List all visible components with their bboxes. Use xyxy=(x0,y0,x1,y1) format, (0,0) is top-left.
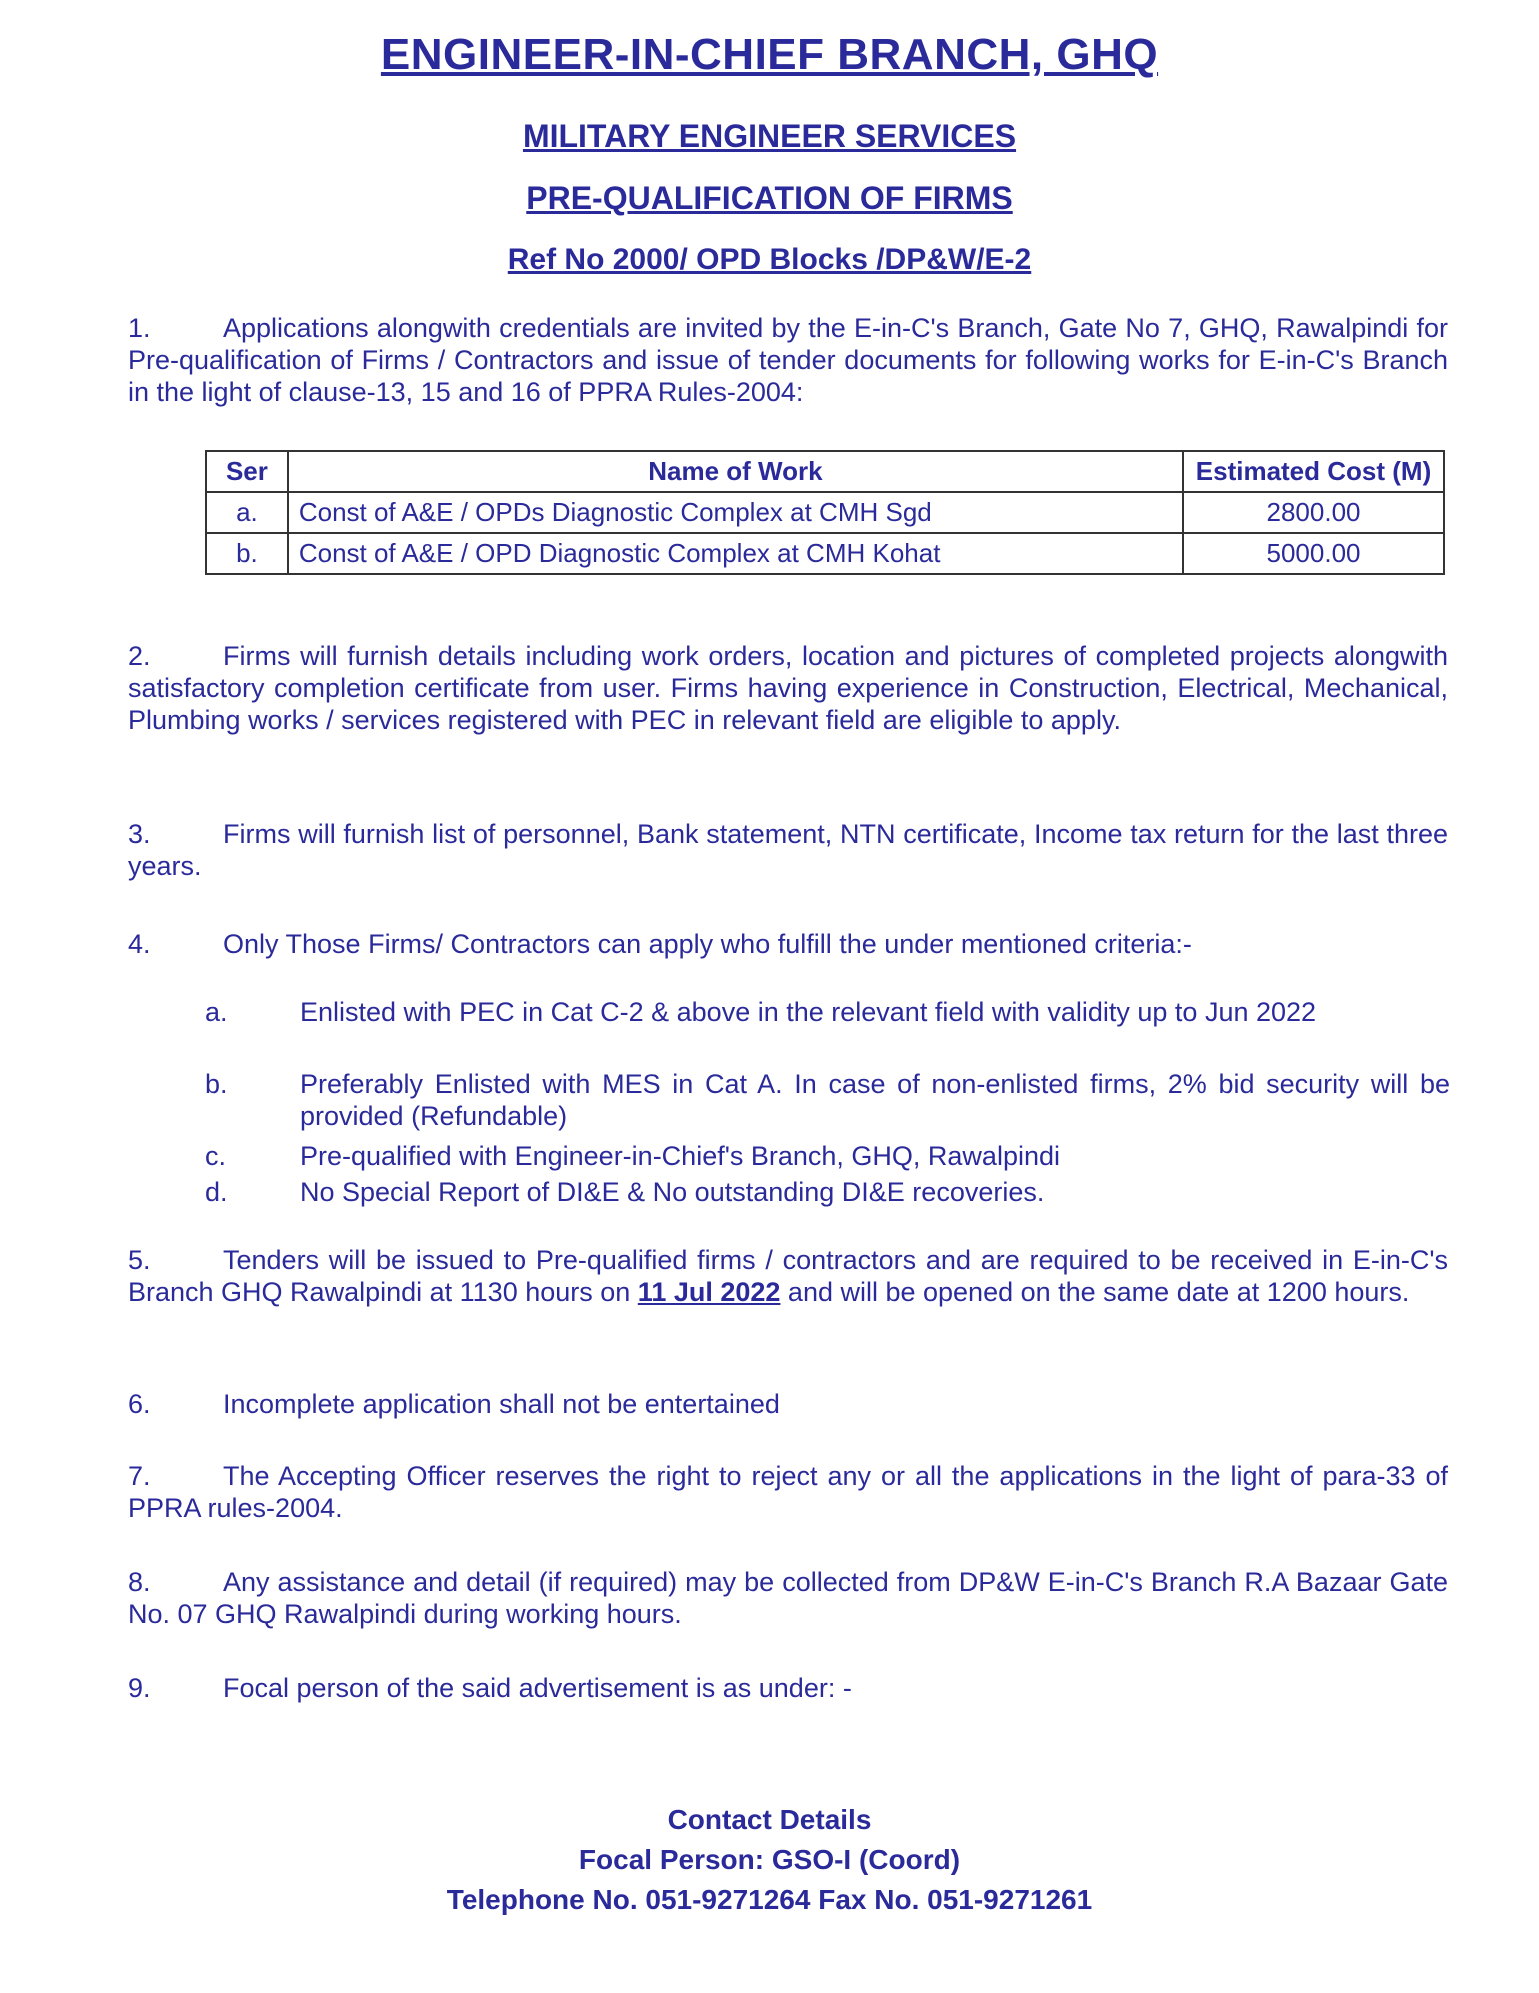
paragraph-2 xyxy=(128,640,1448,736)
paragraph-number: 5. xyxy=(128,1245,151,1275)
paragraph-number: 6. xyxy=(128,1389,151,1419)
paragraph-number: 7. xyxy=(128,1461,151,1491)
paragraph-3 xyxy=(128,818,1448,882)
paragraph-text: Incomplete application shall not be entertained xyxy=(223,1389,780,1419)
cell-cost: 5000.00 xyxy=(1183,533,1444,574)
criteria-text: Enlisted with PEC in Cat C-2 & above in the relevant field with validity up to Jun 2022 xyxy=(300,997,1317,1027)
criteria-item-c xyxy=(205,1140,1450,1172)
focal-person: Focal Person: GSO-I (Coord) xyxy=(578,1844,961,1875)
cell-cost: 2800.00 xyxy=(1183,492,1444,533)
contact-heading: Contact Details xyxy=(667,1804,872,1835)
reference-number: Ref No 2000/ OPD Blocks /DP&W/E-2 xyxy=(507,243,1032,276)
criteria-label: d. xyxy=(205,1177,228,1207)
cell-ser: b. xyxy=(206,533,288,574)
paragraph-1 xyxy=(128,312,1448,408)
cell-work: Const of A&E / OPD Diagnostic Complex at CMH Kohat xyxy=(288,533,1183,574)
paragraph-6 xyxy=(128,1388,1448,1420)
paragraph-5 xyxy=(128,1244,1448,1308)
criteria-item-d xyxy=(205,1176,1450,1208)
table-row xyxy=(206,492,1444,533)
paragraph-text: Focal person of the said advertisement is as under: - xyxy=(223,1673,852,1703)
subtitle-mes: MILITARY ENGINEER SERVICES xyxy=(522,118,1017,154)
column-header-ser: Ser xyxy=(206,451,288,492)
paragraph-number: 2. xyxy=(128,641,151,671)
paragraph-text: Only Those Firms/ Contractors can apply who fulfill the under mentioned criteria:- xyxy=(223,929,1192,959)
paragraph-number: 8. xyxy=(128,1567,151,1597)
paragraph-text-cont: and will be opened on the same date at 1200 hours. xyxy=(780,1277,1410,1307)
paragraph-number: 3. xyxy=(128,819,151,849)
column-header-cost: Estimated Cost (M) xyxy=(1183,451,1444,492)
paragraph-number: 9. xyxy=(128,1673,151,1703)
criteria-label: a. xyxy=(205,997,228,1027)
paragraph-text: Firms will furnish list of personnel, Bank statement, NTN certificate, Income tax return for the last three years. xyxy=(128,819,1448,881)
column-header-work: Name of Work xyxy=(288,451,1183,492)
paragraph-text: Any assistance and detail (if required) may be collected from DP&W E-in-C's Branch R.A Bazaar Gate No. 07 GHQ Rawalpindi during working hours. xyxy=(128,1567,1448,1629)
table-row xyxy=(206,533,1444,574)
criteria-item-a xyxy=(205,996,1450,1028)
criteria-text: Pre-qualified with Engineer-in-Chief's Branch, GHQ, Rawalpindi xyxy=(300,1141,1060,1171)
works-table xyxy=(205,450,1445,575)
page-title: ENGINEER-IN-CHIEF BRANCH, GHQ xyxy=(380,30,1159,79)
opening-date: 11 Jul 2022 xyxy=(637,1277,781,1307)
paragraph-8 xyxy=(128,1566,1448,1630)
criteria-label: b. xyxy=(205,1069,228,1099)
criteria-label: c. xyxy=(205,1141,227,1171)
subtitle-prequalification: PRE-QUALIFICATION OF FIRMS xyxy=(526,180,1013,216)
criteria-text: Preferably Enlisted with MES in Cat A. In case of non-enlisted firms, 2% bid security will be provided (Refundable) xyxy=(300,1069,1450,1131)
criteria-text: No Special Report of DI&E & No outstanding DI&E recoveries. xyxy=(300,1177,1045,1207)
paragraph-7 xyxy=(128,1460,1448,1524)
cell-work: Const of A&E / OPDs Diagnostic Complex at CMH Sgd xyxy=(288,492,1183,533)
paragraph-text: The Accepting Officer reserves the right to reject any or all the applications in the light of para-33 of PPRA rules-2004. xyxy=(128,1461,1448,1523)
contact-phone-fax: Telephone No. 051-9271264 Fax No. 051-9271261 xyxy=(446,1884,1093,1915)
paragraph-9 xyxy=(128,1672,1448,1704)
paragraph-number: 1. xyxy=(128,313,151,343)
paragraph-number: 4. xyxy=(128,929,151,959)
paragraph-text: Applications alongwith credentials are invited by the E-in-C's Branch, Gate No 7, GHQ, Rawalpindi for Pre-qualification of Firms / Contractors and issue of tender documents for following works for E-in-C's Branch in the light of clause-13, 15 and 16 of PPRA Rules-2004: xyxy=(128,313,1448,407)
paragraph-text: Firms will furnish details including work orders, location and pictures of completed projects alongwith satisfactory completion certificate from user. Firms having experience in Construction, Electrical, Mechanical, Plumbing works / services registered with PEC in relevant field are eligible to apply. xyxy=(128,641,1448,735)
paragraph-text: Tenders will be issued to Pre-qualified firms / contractors and are required to be received in E-in-C's Branch GHQ Rawalpindi at 1130 hours on xyxy=(128,1245,1448,1307)
criteria-item-b xyxy=(205,1068,1450,1132)
table-header-row xyxy=(206,451,1444,492)
paragraph-4 xyxy=(128,928,1448,960)
cell-ser: a. xyxy=(206,492,288,533)
